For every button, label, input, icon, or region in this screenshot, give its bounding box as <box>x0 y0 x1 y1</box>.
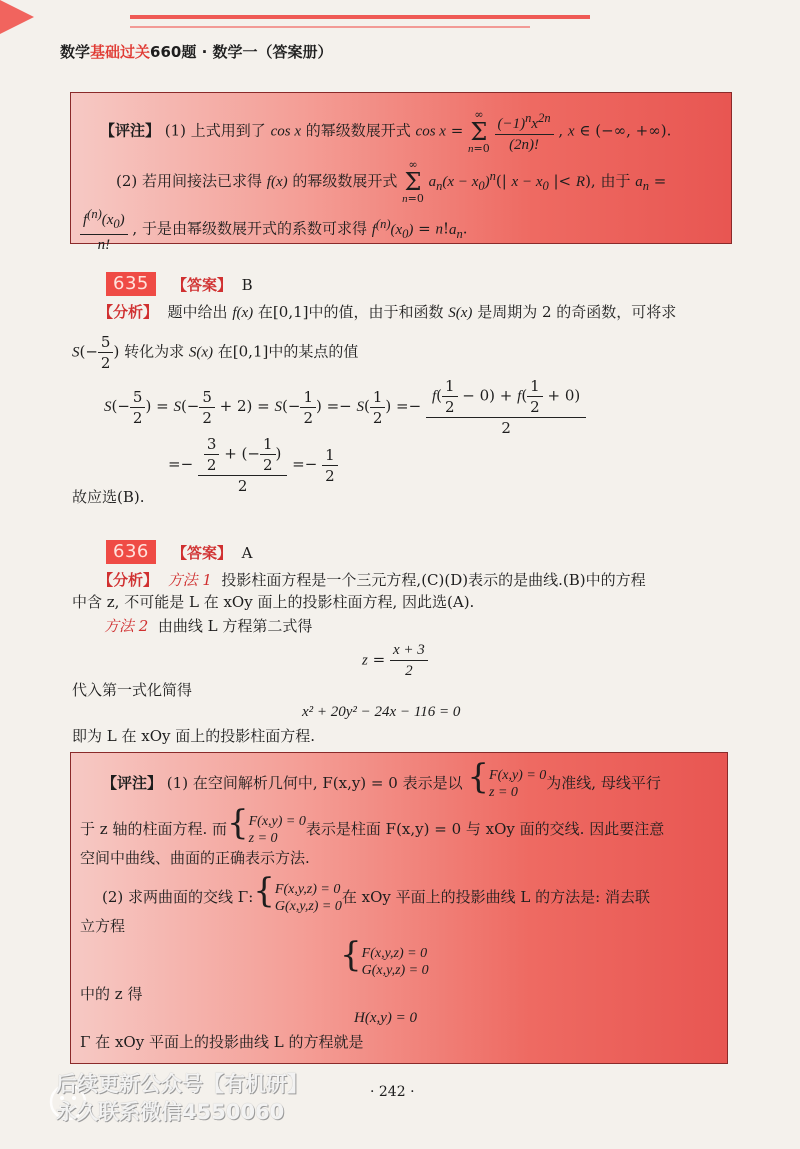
q635-analysis-line2: S(− $\frac{5}{2}$ ) 转化为求 S(x) 在[0,1]中的某点的值 <box>72 333 359 372</box>
q636-answer: 【答案】 A <box>172 544 253 562</box>
remark2-line8: Γ 在 xOy 平面上的投影曲线 L 的方程就是 <box>80 1033 364 1051</box>
remark2-line4: (2) 求两曲面的交线 Γ:{F(x,y,z) = 0 G(x,y,z) = 0在 xOy 平面上的投影曲线 L 的方法是: 消去联 <box>102 871 650 914</box>
remark2-line3: 空间中曲线、曲面的正确表示方法. <box>80 849 310 867</box>
q635-eq1: S(− $\frac{5}{2}$ ) = S(− $\frac{5}{2}$ + 2) = S(− $\frac{1}{2}$ ) =− S( $\frac{1}{2}$ ) =− f( $\frac{1}{2}$ − 0) + f( $\frac{1}{2}$ + 0) 2 <box>104 376 586 438</box>
q636-eq-result: x² + 20y² − 24x − 116 = 0 <box>302 704 461 720</box>
q635-analysis-line1: 【分析】 题中给出 f(x) 在[0,1]中的值，由于和函数 S(x) 是周期为 2 的奇函数，可将求 <box>98 303 677 321</box>
remark2-eq-h: H(x,y) = 0 <box>354 1010 418 1026</box>
remark2-line7: 中的 z 得 <box>80 985 143 1003</box>
remark2-line5: 立方程 <box>80 917 126 935</box>
header-title: 数学基础过关660题 · 数学一（答案册） <box>60 43 333 61</box>
q636-eq-z: z = $\frac{x + 3}{2}$ <box>362 640 428 681</box>
q636-method1-line1: 【分析】 方法 1 投影柱面方程是一个三元方程,(C)(D)表示的是曲线.(B)中的方程 <box>98 571 646 589</box>
question-number-636: 636 <box>106 540 156 564</box>
page-number: · 242 · <box>370 1084 415 1100</box>
remark2-system: {F(x,y,z) = 0 G(x,y,z) = 0 <box>340 935 429 978</box>
watermark-text: 后续更新公众号【有机研】 永久联系微信4550060 <box>56 1072 308 1124</box>
q635-eq2: =− $\frac{3}{2}$ + (− $\frac{1}{2}$ ) 2 =− $\frac{1}{2}$ <box>168 434 338 496</box>
q636-final-line: 即为 L 在 xOy 面上的投影柱面方程. <box>72 727 316 745</box>
header-rule <box>130 15 590 19</box>
q635-conclusion: 故应选(B). <box>72 488 145 506</box>
q636-method2-line1: 方法 2 由曲线 L 方程第二式得 <box>104 617 313 635</box>
remark1-line3: $\frac{f^{(n)}(x_0)}{n!}$ , 于是由幂级数展开式的系数可求得 $f^{(n)}(x_0) = n!a_n$. <box>80 204 468 255</box>
remark1-line1: 【评注】 (1) 上式用到了 cos x 的幂级数展开式 cos x = ∞ Σ n=0 $\frac{(-1)^nx^{2n}}{(2n)!}$ , x ∈ (−∞, +∞). <box>100 107 672 155</box>
remark2-line1: 【评注】 (1) 在空间解析几何中, F(x,y) = 0 表示是以 {F(x,y) = 0 z = 0为准线, 母线平行 <box>102 757 661 800</box>
q635-answer: 【答案】 B <box>172 276 253 294</box>
question-number-635: 635 <box>106 272 156 296</box>
header-play-icon <box>0 0 34 34</box>
header-rule-thin <box>130 26 530 28</box>
q636-sub-line: 代入第一式化简得 <box>72 681 193 699</box>
remark1-line2: (2) 若用间接法已求得 f(x) 的幂级数展开式 ∞ Σ n=0 $a_n(x - x_0)^n(|$ $x - x_0$ |< R), 由于 $a_n$ = <box>116 158 667 205</box>
q636-method1-line2: 中含 z, 不可能是 L 在 xOy 面上的投影柱面方程, 因此选(A). <box>72 593 475 611</box>
remark2-line2: 于 z 轴的柱面方程. 而{F(x,y) = 0 z = 0表示是柱面 F(x,y) = 0 与 xOy 面的交线. 因此要注意 <box>80 803 665 846</box>
